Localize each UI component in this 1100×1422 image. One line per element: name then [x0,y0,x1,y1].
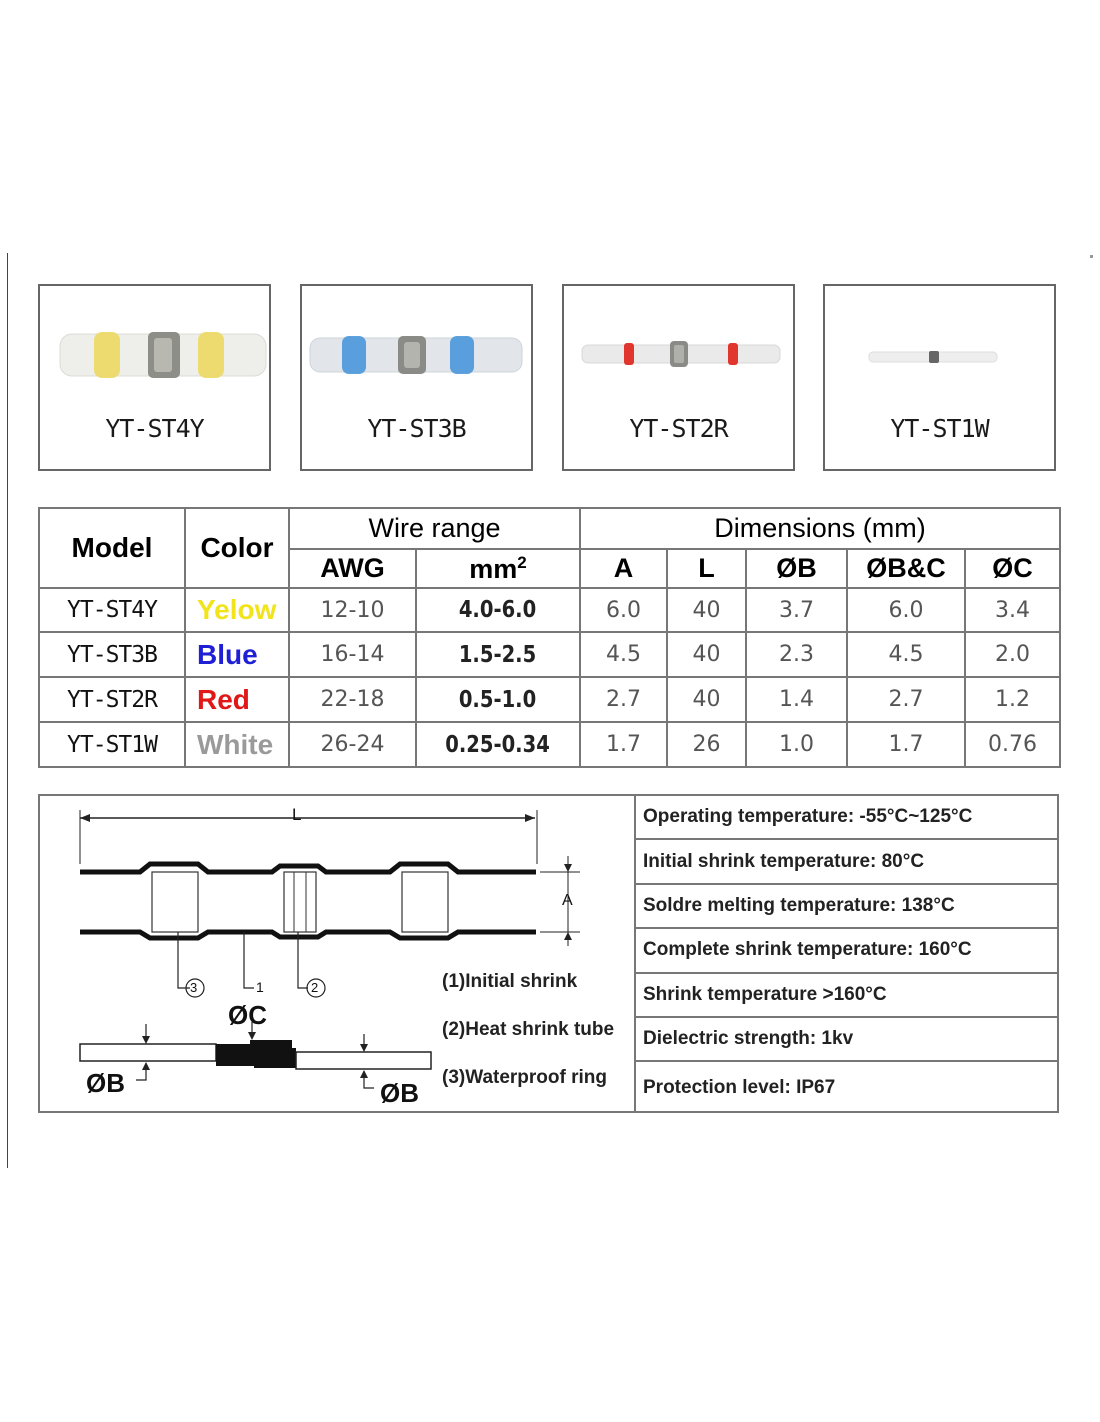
property-operating-temperature: Operating temperature: -55°C~125°C [636,796,1057,840]
properties-list [636,796,1057,1111]
header-a: A [580,549,667,588]
connector-image-blue [302,286,535,416]
cell-a: 2.7 [580,677,667,722]
table-row [39,588,1060,632]
left-edge-rule [7,253,8,1168]
cell-mm2: 4.0-6.0 [416,588,580,632]
legend-initial-shrink: (1)Initial shrink [442,971,578,992]
cell-model: YT-ST4Y [39,588,185,632]
band-left [94,332,120,378]
dimension-a-label: A [562,892,573,909]
table-row [39,632,1060,677]
cell-model: YT-ST3B [39,632,185,677]
header-awg: AWG [289,549,416,588]
header-dimensions: Dimensions (mm) [580,508,1060,549]
cell-color: White [185,722,289,767]
ob-left-label: ØB [86,1068,125,1098]
cell-obc: 1.7 [847,722,965,767]
header-color: Color [185,508,289,588]
header-obc: ØB&C [847,549,965,588]
cell-mm2: 0.5-1.0 [416,677,580,722]
product-card-yt-st2r [562,284,795,471]
legend-waterproof-ring: (3)Waterproof ring [442,1067,608,1088]
dimension-l-label: L [292,805,302,824]
cell-obc: 6.0 [847,588,965,632]
connector-image-yellow [40,286,273,416]
cell-ob: 1.4 [746,677,847,722]
property-complete-shrink-temperature: Complete shrink temperature: 160°C [636,929,1057,973]
callout-3: 3 [190,980,198,995]
cell-color: Red [185,677,289,722]
cell-awg: 16-14 [289,632,416,677]
property-dielectric-strength: Dielectric strength: 1kv [636,1018,1057,1062]
ob-right-label: ØB [380,1078,419,1108]
cell-a: 6.0 [580,588,667,632]
cell-l: 40 [667,632,746,677]
cell-color: Blue [185,632,289,677]
header-l: L [667,549,746,588]
cell-model: YT-ST2R [39,677,185,722]
property-solder-melting-temperature: Soldre melting temperature: 138°C [636,885,1057,929]
property-initial-shrink-temperature: Initial shrink temperature: 80°C [636,840,1057,884]
cell-obc: 4.5 [847,632,965,677]
cell-a: 4.5 [580,632,667,677]
product-model-label: YT-ST4Y [105,414,204,443]
product-card-yt-st4y [38,284,271,471]
product-model-label: YT-ST1W [890,414,989,443]
cell-awg: 22-18 [289,677,416,722]
cell-color: Yelow [185,588,289,632]
cell-l: 26 [667,722,746,767]
cell-mm2: 1.5-2.5 [416,632,580,677]
cell-oc: 0.76 [965,722,1060,767]
cell-oc: 1.2 [965,677,1060,722]
cell-ob: 2.3 [746,632,847,677]
cell-l: 40 [667,677,746,722]
connector-image-white [825,286,1058,416]
header-wire-range: Wire range [289,508,580,549]
cell-oc: 3.4 [965,588,1060,632]
diagram-panel [38,794,1059,1113]
cell-l: 40 [667,588,746,632]
cell-ob: 3.7 [746,588,847,632]
cell-awg: 26-24 [289,722,416,767]
property-protection-level: Protection level: IP67 [643,1076,836,1098]
legend-heat-shrink-tube: (2)Heat shrink tube [442,1019,615,1040]
product-card-yt-st1w [823,284,1056,471]
cell-obc: 2.7 [847,677,965,722]
header-ob: ØB [746,549,847,588]
product-model-label: YT-ST2R [629,414,728,443]
header-model: Model [39,508,185,588]
corner-mark [1090,255,1093,258]
band-right [198,332,224,378]
connector-diagram [40,796,634,1111]
callout-2: 2 [311,980,319,995]
cell-awg: 12-10 [289,588,416,632]
cell-oc: 2.0 [965,632,1060,677]
cell-ob: 1.0 [746,722,847,767]
header-mm2: $mm^2$ [416,549,580,588]
header-oc: ØC [965,549,1060,588]
product-card-yt-st3b [300,284,533,471]
property-shrink-temperature: Shrink temperature >160°C [636,974,1057,1018]
table-row [39,722,1060,767]
table-row [39,677,1060,722]
callout-1: 1 [256,979,264,995]
oc-label: ØC [228,1000,267,1030]
cell-a: 1.7 [580,722,667,767]
product-model-label: YT-ST3B [367,414,466,443]
connector-image-red [564,286,797,416]
cell-mm2: 0.25-0.34 [416,722,580,767]
spec-table [38,507,1061,768]
cell-model: YT-ST1W [39,722,185,767]
